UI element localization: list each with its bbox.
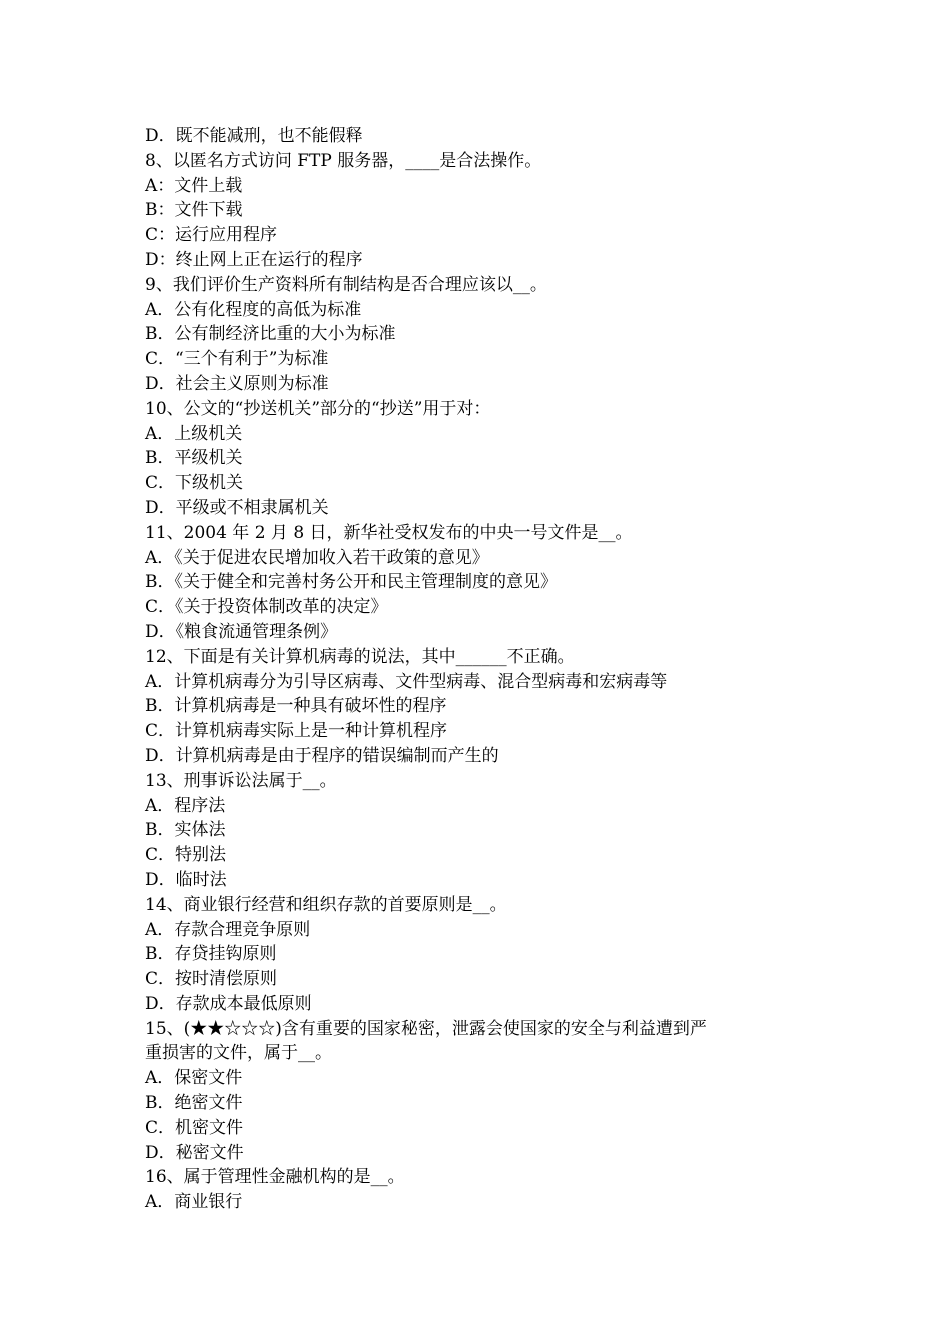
question-line: 12、下面是有关计算机病毒的说法，其中______不正确。	[145, 646, 575, 667]
document-page	[145, 124, 825, 1215]
option-line: C．特别法	[145, 845, 227, 866]
option-line: D．计算机病毒是由于程序的错误编制而产生的	[145, 745, 499, 766]
question-line: 14、商业银行经营和组织存款的首要原则是__。	[145, 894, 507, 915]
question-line: 11、2004 年 2 月 8 日，新华社受权发布的中央一号文件是__。	[145, 522, 633, 543]
option-line: D．平级或不相隶属机关	[145, 497, 329, 518]
question-line: 16、属于管理性金融机构的是__。	[145, 1167, 405, 1188]
question-line: 9、我们评价生产资料所有制结构是否合理应该以__。	[145, 274, 547, 295]
option-line: A．商业银行	[145, 1192, 243, 1213]
option-line: D．社会主义原则为标准	[145, 373, 329, 394]
option-line: A．公有化程度的高低为标准	[145, 299, 362, 320]
option-line: B：文件下载	[145, 200, 243, 221]
question-line-continued: 重损害的文件，属于__。	[145, 1043, 332, 1064]
option-line: C．机密文件	[145, 1117, 244, 1138]
option-line: A．《关于促进农民增加收入若干政策的意见》	[145, 547, 489, 568]
question-line: 8、以匿名方式访问 FTP 服务器，____是合法操作。	[145, 150, 542, 171]
option-line: B．平级机关	[145, 448, 243, 469]
option-line: D：终止网上正在运行的程序	[145, 249, 363, 270]
option-line: A．计算机病毒分为引导区病毒、文件型病毒、混合型病毒和宏病毒等	[145, 671, 668, 692]
question-line: 10、公文的“抄送机关”部分的“抄送”用于对：	[145, 398, 491, 419]
option-line: C：运行应用程序	[145, 225, 278, 246]
option-line: B．《关于健全和完善村务公开和民主管理制度的意见》	[145, 572, 557, 593]
option-line: B．公有制经济比重的大小为标准	[145, 324, 396, 345]
option-line: C．计算机病毒实际上是一种计算机程序	[145, 721, 448, 742]
option-line: A．保密文件	[145, 1068, 243, 1089]
option-line: B．绝密文件	[145, 1093, 243, 1114]
question-line: 15、(★★☆☆☆)含有重要的国家秘密，泄露会使国家的安全与利益遭到严	[145, 1018, 707, 1039]
option-line: D．既不能减刑，也不能假释	[145, 126, 363, 146]
option-line: D．存款成本最低原则	[145, 993, 312, 1014]
option-line: C．《关于投资体制改革的决定》	[145, 597, 388, 618]
option-line: D．《粮食流通管理条例》	[145, 621, 338, 642]
option-line: B．实体法	[145, 820, 226, 841]
option-line: C．“三个有利于”为标准	[145, 349, 329, 370]
option-line: D．临时法	[145, 869, 227, 890]
option-line: C．下级机关	[145, 473, 244, 494]
option-line: D．秘密文件	[145, 1142, 244, 1163]
option-line: C．按时清偿原则	[145, 969, 278, 990]
option-line: A：文件上载	[145, 175, 243, 196]
option-line: A．上级机关	[145, 423, 243, 444]
option-line: A．存款合理竞争原则	[145, 919, 311, 940]
question-line: 13、刑事诉讼法属于__。	[145, 770, 337, 791]
option-line: B．存贷挂钩原则	[145, 944, 277, 965]
option-line: B．计算机病毒是一种具有破坏性的程序	[145, 696, 447, 717]
option-line: A．程序法	[145, 795, 226, 816]
